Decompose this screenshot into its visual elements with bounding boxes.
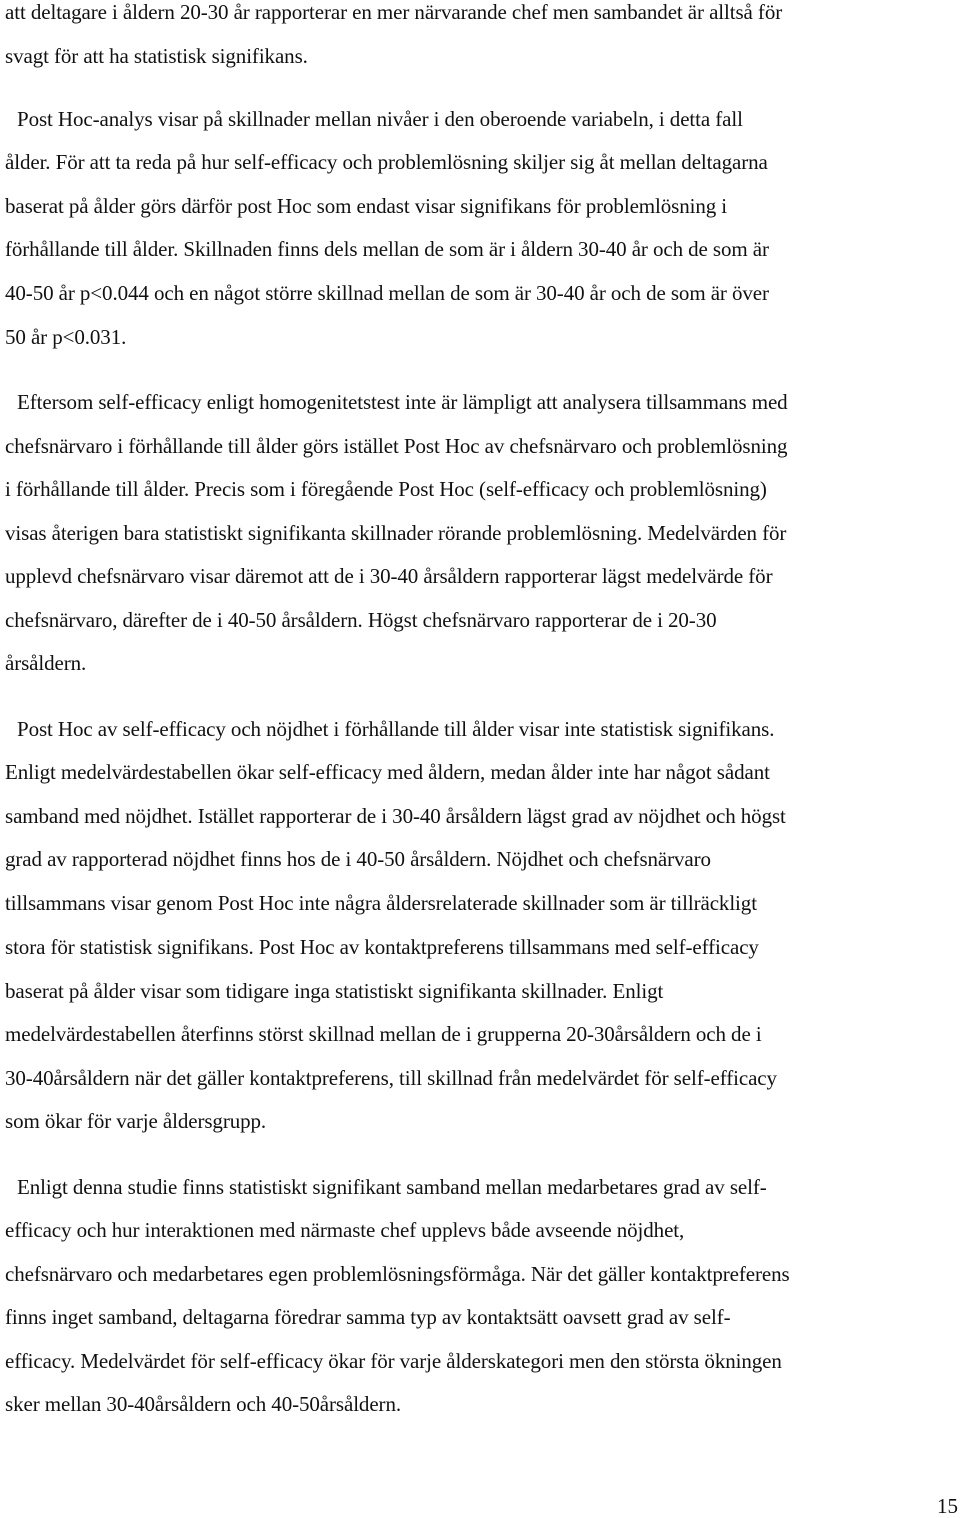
text-line: efficacy och hur interaktionen med närmaste chef upplevs både avseende nöjdhet, bbox=[5, 1218, 685, 1242]
text-line: tillsammans visar genom Post Hoc inte några åldersrelaterade skillnader som är tillräckligt bbox=[5, 891, 757, 915]
text-line: Post Hoc-analys visar på skillnader mellan nivåer i den oberoende variabeln, i detta fall bbox=[17, 107, 743, 131]
text-line: baserat på ålder visar som tidigare inga statistiskt signifikanta skillnader. Enligt bbox=[5, 979, 664, 1003]
text-line: chefsnärvaro och medarbetares egen problemlösningsförmåga. När det gäller kontaktpreferens bbox=[5, 1262, 790, 1286]
text-line: svagt för att ha statistisk signifikans. bbox=[5, 44, 308, 68]
text-line: finns inget samband, deltagarna föredrar samma typ av kontaktsätt oavsett grad av self- bbox=[5, 1305, 731, 1329]
text-line: efficacy. Medelvärdet för self-efficacy ökar för varje ålderskategori men den största ökningen bbox=[5, 1349, 782, 1373]
text-line: förhållande till ålder. Skillnaden finns dels mellan de som är i åldern 30-40 år och de som är bbox=[5, 237, 769, 261]
text-line: sker mellan 30-40årsåldern och 40-50årsåldern. bbox=[5, 1392, 402, 1416]
page-number: 15 bbox=[937, 1494, 958, 1518]
text-line: Eftersom self-efficacy enligt homogenitetstest inte är lämpligt att analysera tillsammans med bbox=[17, 390, 788, 414]
text-line: chefsnärvaro i förhållande till ålder görs istället Post Hoc av chefsnärvaro och problemlösning bbox=[5, 434, 788, 458]
text-line: 30-40årsåldern när det gäller kontaktpreferens, till skillnad från medelvärdet för self-efficacy bbox=[5, 1066, 777, 1090]
text-line: ålder. För att ta reda på hur self-efficacy och problemlösning skiljer sig åt mellan deltagarna bbox=[5, 150, 768, 174]
text-line: samband med nöjdhet. Istället rapporterar de i 30-40 årsåldern lägst grad av nöjdhet och högst bbox=[5, 804, 786, 828]
text-line: Enligt denna studie finns statistiskt signifikant samband mellan medarbetares grad av self- bbox=[17, 1175, 767, 1199]
text-line: Enligt medelvärdestabellen ökar self-efficacy med åldern, medan ålder inte har något sådant bbox=[5, 760, 770, 784]
text-line: stora för statistisk signifikans. Post Hoc av kontaktpreferens tillsammans med self-efficacy bbox=[5, 935, 759, 959]
text-line: medelvärdestabellen återfinns störst skillnad mellan de i grupperna 20-30årsåldern och de i bbox=[5, 1022, 762, 1046]
text-line: upplevd chefsnärvaro visar däremot att de i 30-40 årsåldern rapporterar lägst medelvärde för bbox=[5, 564, 773, 588]
text-line: som ökar för varje åldersgrupp. bbox=[5, 1109, 267, 1133]
text-line: att deltagare i åldern 20-30 år rapporterar en mer närvarande chef men sambandet är alltså för bbox=[5, 0, 783, 24]
text-line: visas återigen bara statistiskt signifikanta skillnader rörande problemlösning. Medelvärden för bbox=[5, 521, 787, 545]
text-line: 40-50 år p<0.044 och en något större skillnad mellan de som är 30-40 år och de som är över bbox=[5, 281, 769, 305]
text-line: chefsnärvaro, därefter de i 40-50 årsåldern. Högst chefsnärvaro rapporterar de i 20-30 bbox=[5, 608, 717, 632]
text-line: i förhållande till ålder. Precis som i föregående Post Hoc (self-efficacy och problemlösning) bbox=[5, 477, 767, 501]
text-line: 50 år p<0.031. bbox=[5, 325, 127, 349]
text-line: grad av rapporterad nöjdhet finns hos de i 40-50 årsåldern. Nöjdhet och chefsnärvaro bbox=[5, 847, 711, 871]
text-line: baserat på ålder görs därför post Hoc som endast visar signifikans för problemlösning i bbox=[5, 194, 728, 218]
text-line: Post Hoc av self-efficacy och nöjdhet i förhållande till ålder visar inte statistisk signifikans. bbox=[17, 717, 775, 741]
text-line: årsåldern. bbox=[5, 651, 87, 675]
